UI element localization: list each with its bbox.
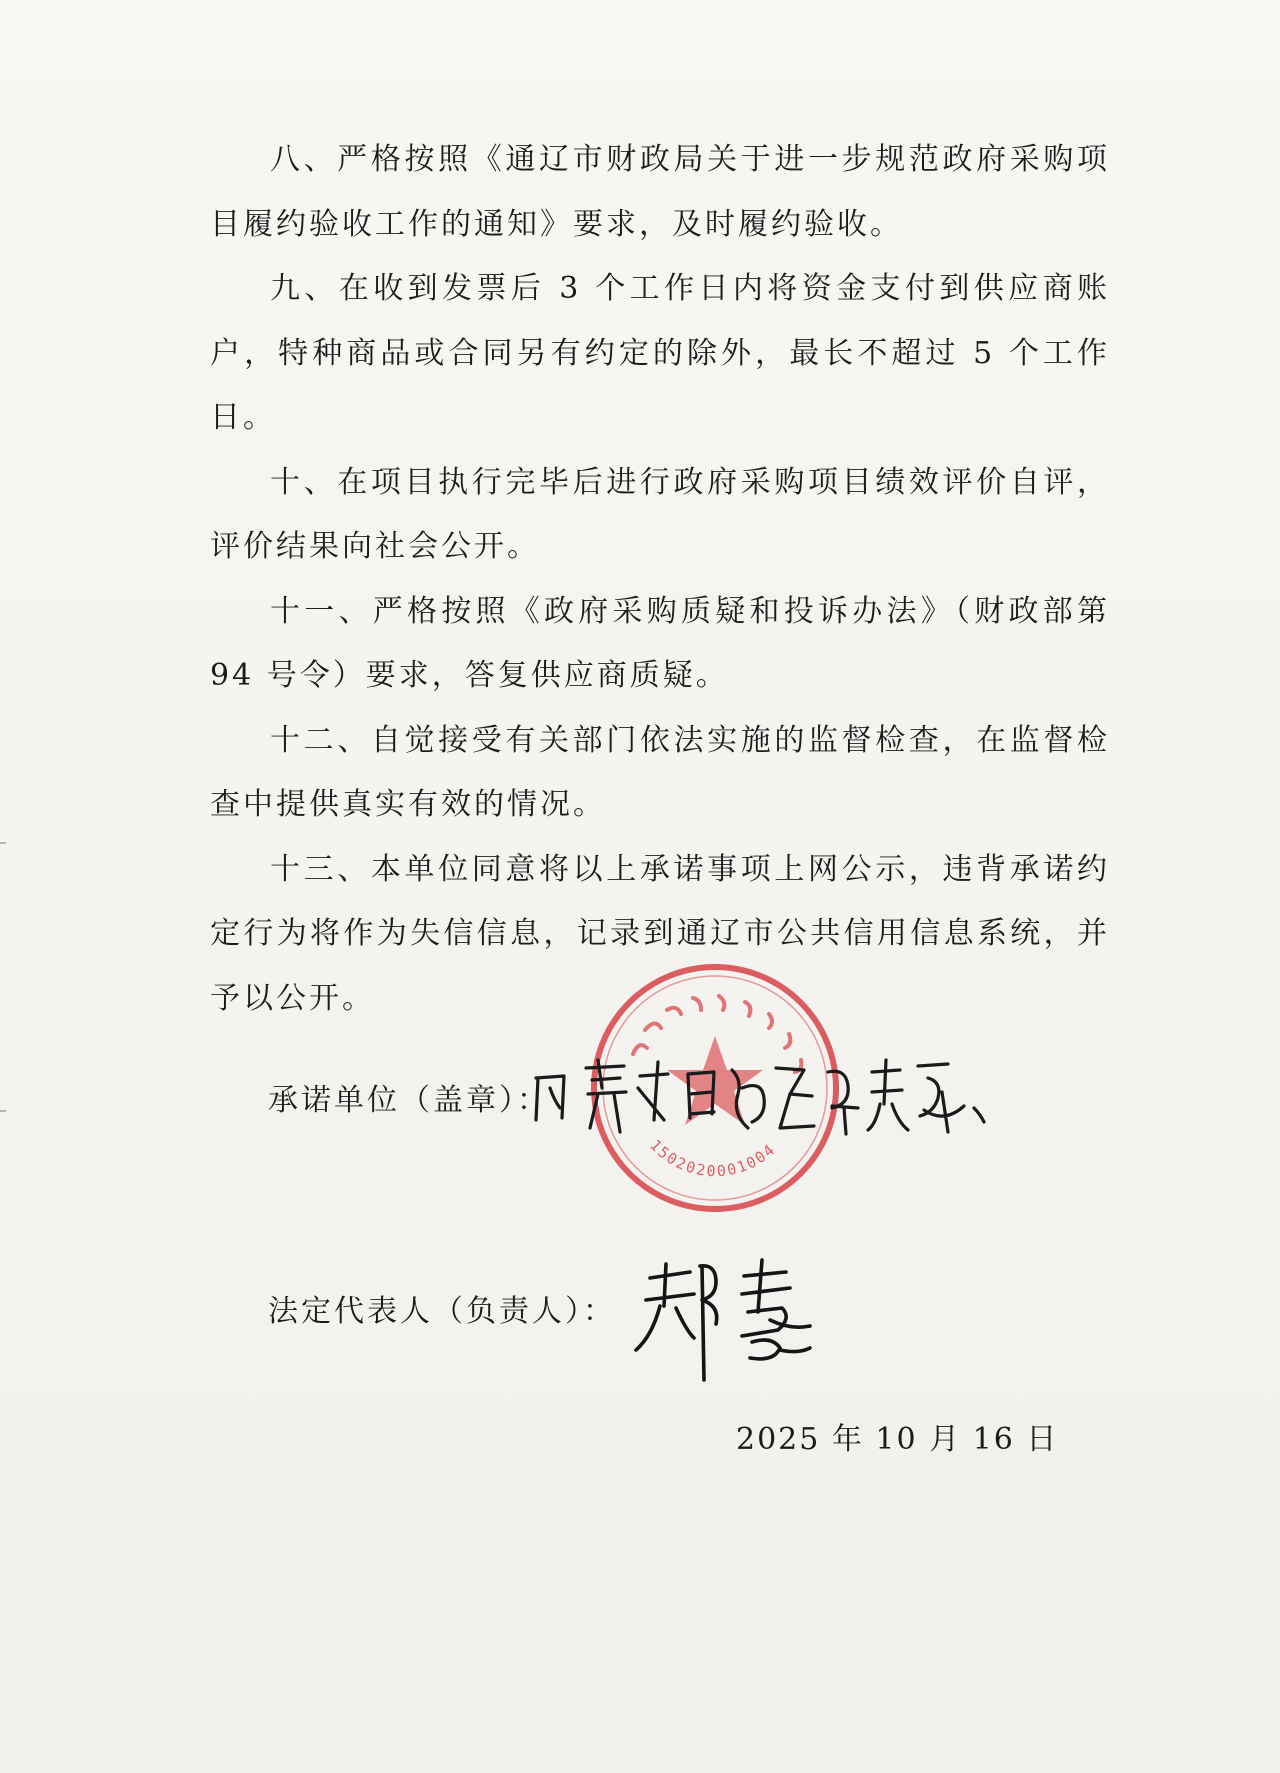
legal-representative-label: 法定代表人（负责人）： xyxy=(268,1294,616,1329)
promising-unit-label: 承诺单位（盖章）： xyxy=(268,1083,550,1118)
clause-11: 十一、严格按照《政府采购质疑和投诉办法》（财政部第 94 号令）要求，答复供应商质疑。 xyxy=(210,593,1110,693)
seal-number: 1502020001004 xyxy=(646,1136,780,1181)
legal-representative-signature xyxy=(630,1250,830,1390)
clause-13: 十三、本单位同意将以上承诺事项上网公示，违背承诺约定行为将作为失信信息，记录到通辽市公共信用信息系统，并予以公开。 xyxy=(210,851,1110,1016)
signing-date: 2025 年 10 月 16 日 xyxy=(736,1422,1059,1457)
handwritten-unit-name xyxy=(528,1048,1018,1158)
clause-8: 八、严格按照《通辽市财政局关于进一步规范政府采购项目履约验收工作的通知》要求，及时履约验收。 xyxy=(210,142,1110,242)
clause-12: 十二、自觉接受有关部门依法实施的监督检查，在监督检查中提供真实有效的情况。 xyxy=(210,722,1110,822)
clause-9: 九、在收到发票后 3 个工作日内将资金支付到供应商账户，特种商品或合同另有约定的除外，最长不超过 5 个工作日。 xyxy=(210,271,1110,435)
clause-10: 十、在项目执行完毕后进行政府采购项目绩效评价自评，评价结果向社会公开。 xyxy=(210,464,1110,564)
